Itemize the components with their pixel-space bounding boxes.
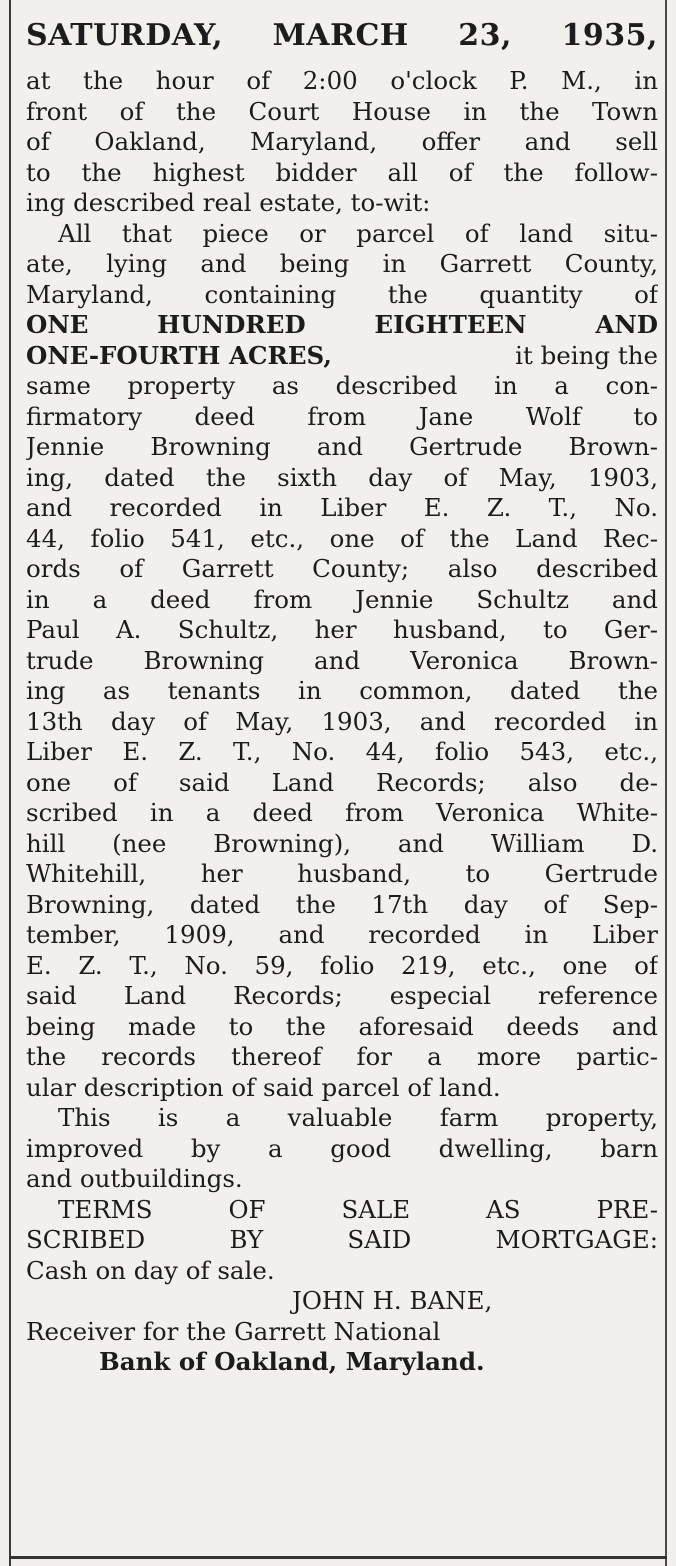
text-line: Liber E. Z. T., No. 44, folio 543, etc., (26, 737, 658, 766)
text-line: the records thereof for a more partic- (26, 1042, 658, 1071)
text-line: All that piece or parcel of land situ- (58, 218, 658, 248)
text-line: Browning, dated the 17th day of Sep- (26, 889, 658, 919)
text-line: 13th day of May, 1903, and recorded in (26, 706, 658, 736)
text-line: ing described real estate, to-wit: (26, 188, 431, 217)
text-line: hill (nee Browning), and William D. (26, 828, 658, 858)
text-line: ords of Garrett County; also described (26, 554, 658, 583)
text-line: This is a valuable farm property, (58, 1103, 658, 1132)
acreage-line-2 (26, 341, 658, 372)
text-line: improved by a good dwelling, barn (26, 1133, 658, 1163)
text-fragment: it being the (515, 340, 658, 370)
text-line: ing, dated the sixth day of May, 1903, (26, 462, 658, 492)
text-line: ular description of said parcel of land. (26, 1072, 501, 1102)
notice-column (26, 8, 658, 1378)
acreage-line-1: ONE HUNDRED EIGHTEEN AND (26, 310, 658, 339)
signer-title: Receiver for the Garrett National (26, 1316, 441, 1346)
text-line: of Oakland, Maryland, offer and sell (26, 127, 658, 156)
text-line: scribed in a deed from Veronica White- (26, 798, 658, 827)
column-rule-bottom (9, 1556, 667, 1559)
text-line: Maryland, containing the quantity of (26, 279, 658, 309)
text-line: Paul A. Schultz, her husband, to Ger- (26, 615, 658, 644)
text-line: and recorded in Liber E. Z. T., No. (26, 493, 658, 522)
signer-bank: Bank of Oakland, Maryland. (99, 1347, 485, 1376)
text-line: firmatory deed from Jane Wolf to (26, 401, 658, 431)
acreage-text: ONE-FOURTH ACRES, (26, 340, 332, 370)
text-line: to the highest bidder all of the follow- (26, 157, 658, 187)
text-line: in a deed from Jennie Schultz and (26, 584, 658, 614)
text-line: Cash on day of sale. (26, 1255, 275, 1285)
paragraph-sale-terms (26, 66, 658, 219)
column-rule-left (9, 0, 11, 1566)
text-line: TERMS OF SALE AS PRE- (58, 1194, 658, 1224)
text-line: tember, 1909, and recorded in Liber (26, 920, 658, 949)
text-line: one of said Land Records; also de- (26, 767, 658, 797)
column-rule-right (665, 0, 667, 1566)
signer-name: JOHN H. BANE, (292, 1286, 493, 1315)
text-line: front of the Court House in the Town (26, 96, 658, 126)
paragraph-property-description (26, 219, 658, 1104)
text-line: trude Browning and Veronica Brown- (26, 645, 658, 675)
text-line: same property as described in a con- (26, 371, 658, 400)
paragraph-property-improvements (26, 1103, 658, 1195)
text-line: and outbuildings. (26, 1164, 243, 1193)
text-line: Jennie Browning and Gertrude Brown- (26, 432, 658, 461)
text-line: E. Z. T., No. 59, folio 219, etc., one of (26, 950, 658, 980)
text-line: Whitehill, her husband, to Gertrude (26, 859, 658, 888)
text-line: SCRIBED BY SAID MORTGAGE: (26, 1225, 658, 1254)
text-line: ing as tenants in common, dated the (26, 676, 658, 705)
text-line: ate, lying and being in Garrett County, (26, 249, 658, 278)
text-line: at the hour of 2:00 o'clock P. M., in (26, 66, 658, 95)
text-line: said Land Records; especial reference (26, 981, 658, 1010)
paragraph-terms-of-sale (26, 1195, 658, 1287)
text-line: 44, folio 541, etc., one of the Land Rec- (26, 523, 658, 553)
text-line: being made to the aforesaid deeds and (26, 1011, 658, 1041)
sale-date-heading: SATURDAY, MARCH 23, 1935, (26, 18, 658, 53)
signature-block (26, 1286, 658, 1378)
